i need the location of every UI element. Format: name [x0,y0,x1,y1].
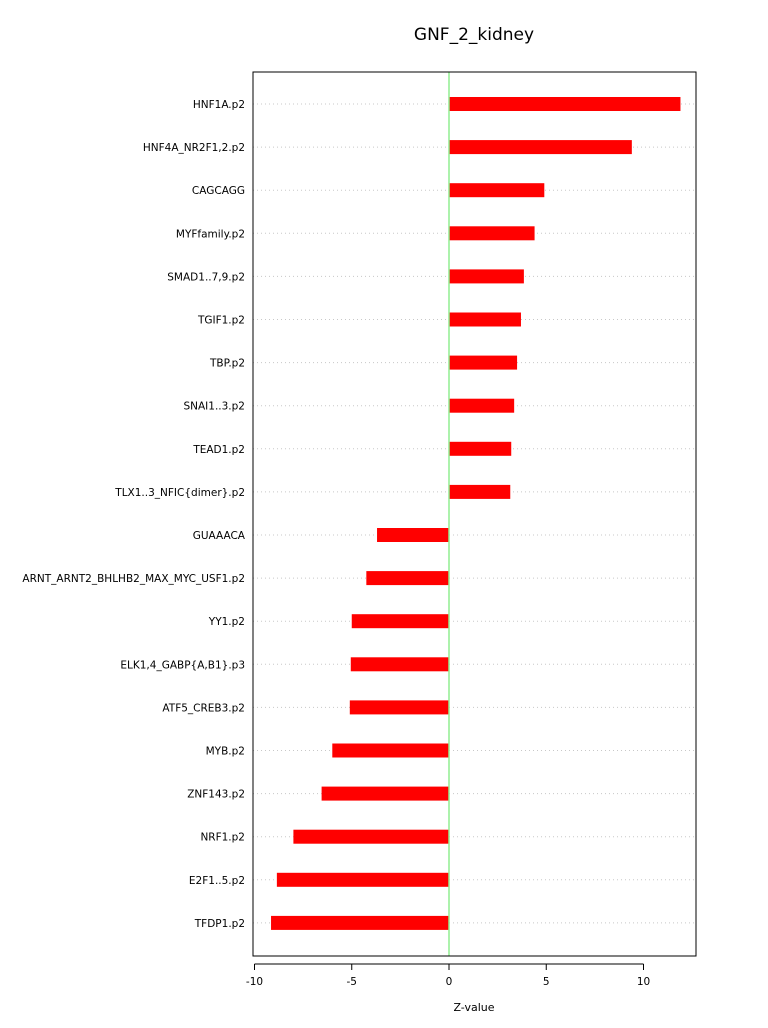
x-axis-ticks [246,964,650,988]
bars [271,97,680,930]
category-label: NRF1.p2 [200,831,245,844]
plot-frame [253,72,696,956]
x-tick-label: -10 [245,976,264,988]
category-label: ELK1,4_GABP{A,B1}.p3 [120,659,245,672]
category-label: E2F1..5.p2 [188,874,245,887]
bar [271,916,449,930]
bar [449,226,535,240]
x-axis-label: Z-value [453,1001,495,1014]
category-label: HNF1A.p2 [192,99,245,111]
bar [377,528,449,542]
bar [449,269,524,283]
category-label: HNF4A_NR2F1,2.p2 [142,142,245,155]
bar [449,442,511,456]
bar [449,97,680,111]
bar [350,700,449,714]
category-label: TGIF1.p2 [197,314,245,327]
x-tick-label: 5 [542,976,550,988]
bar [366,571,449,585]
bar [449,399,514,413]
category-labels [22,99,245,930]
category-label: YY1.p2 [208,616,245,629]
chart-title: GNF_2_kidney [413,25,535,45]
category-label: ATF5_CREB3.p2 [162,702,245,715]
bar [332,744,449,758]
bar [449,140,632,154]
category-label: TEAD1.p2 [193,443,245,456]
bar [351,657,449,671]
category-label: CAGCAGG [191,185,245,198]
category-label: MYB.p2 [205,745,245,758]
x-tick-label: 0 [445,976,453,988]
bar [293,830,449,844]
category-label: GUAAACA [192,530,245,542]
bar [449,183,544,197]
category-label: TBP.p2 [210,357,245,370]
category-label: TLX1..3_NFIC{dimer}.p2 [115,486,245,499]
category-label: TFDP1.p2 [194,917,245,930]
category-label: SMAD1..7,9.p2 [167,271,245,284]
x-tick-label: 10 [636,976,651,988]
bar [352,614,449,628]
bar [449,485,510,499]
bar [277,873,449,887]
category-label: ARNT_ARNT2_BHLHB2_MAX_MYC_USF1.p2 [22,573,245,586]
category-label: MYFfamily.p2 [175,228,245,241]
category-label: SNAI1..3.p2 [183,400,245,413]
x-tick-label: -5 [346,976,357,988]
category-label: ZNF143.p2 [187,788,245,801]
bar [449,356,517,370]
bar [322,787,449,801]
bar [449,313,521,327]
